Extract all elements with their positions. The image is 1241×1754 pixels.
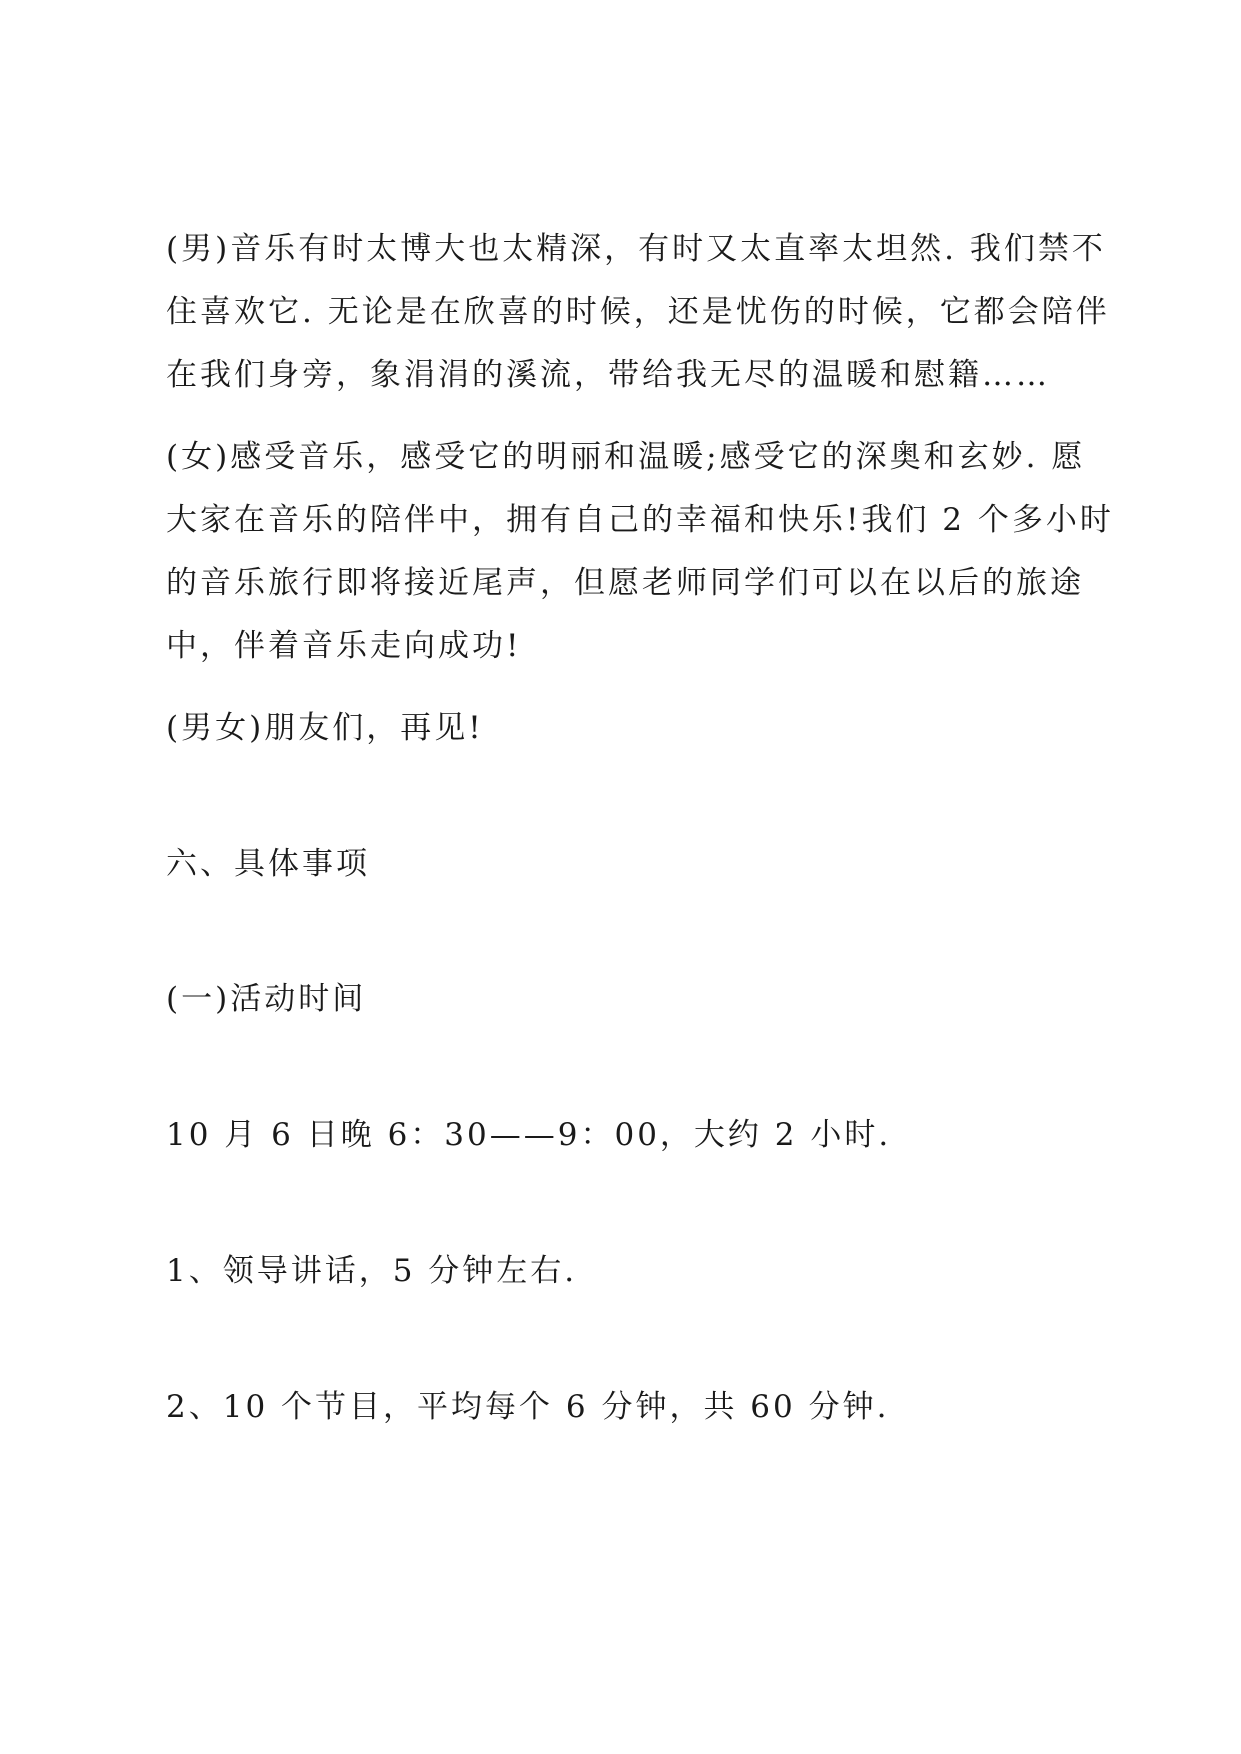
text-line: (女)感受音乐，感受它的明丽和温暖;感受它的深奥和玄妙. 愿 bbox=[166, 439, 1086, 475]
text-line: (男)音乐有时太博大也太精深，有时又太直率太坦然. 我们禁不 bbox=[166, 231, 1106, 267]
section-heading-details bbox=[166, 833, 1096, 896]
text-line: 10 月 6 日晚 6：30——9：00，大约 2 小时. bbox=[166, 1117, 892, 1153]
paragraph-female-host bbox=[166, 426, 1114, 678]
text-line: 的音乐旅行即将接近尾声，但愿老师同学们可以在以后的旅途 bbox=[166, 565, 1084, 601]
text-line: 住喜欢它. 无论是在欣喜的时候，还是忧伤的时候，它都会陪伴 bbox=[166, 294, 1110, 330]
paragraph-farewell bbox=[166, 697, 1096, 760]
text-line: 中，伴着音乐走向成功! bbox=[166, 628, 522, 664]
text-line: 1、领导讲话，5 分钟左右. bbox=[166, 1253, 578, 1289]
list-item-programs bbox=[166, 1376, 1096, 1439]
text-line: (男女)朋友们，再见! bbox=[166, 710, 484, 746]
paragraph-male-host bbox=[166, 218, 1110, 407]
subheading-activity-time bbox=[166, 968, 1096, 1031]
list-item-leader-speech bbox=[166, 1240, 1096, 1303]
paragraph-schedule-time bbox=[166, 1104, 1096, 1167]
text-line: 六、具体事项 bbox=[166, 846, 370, 882]
text-line: 2、10 个节目，平均每个 6 分钟，共 60 分钟. bbox=[166, 1389, 890, 1425]
text-line: 在我们身旁，象涓涓的溪流，带给我无尽的温暖和慰籍…… bbox=[166, 357, 1050, 393]
text-line: 大家在音乐的陪伴中，拥有自己的幸福和快乐!我们 2 个多小时 bbox=[166, 502, 1114, 538]
text-line: (一)活动时间 bbox=[166, 981, 367, 1017]
